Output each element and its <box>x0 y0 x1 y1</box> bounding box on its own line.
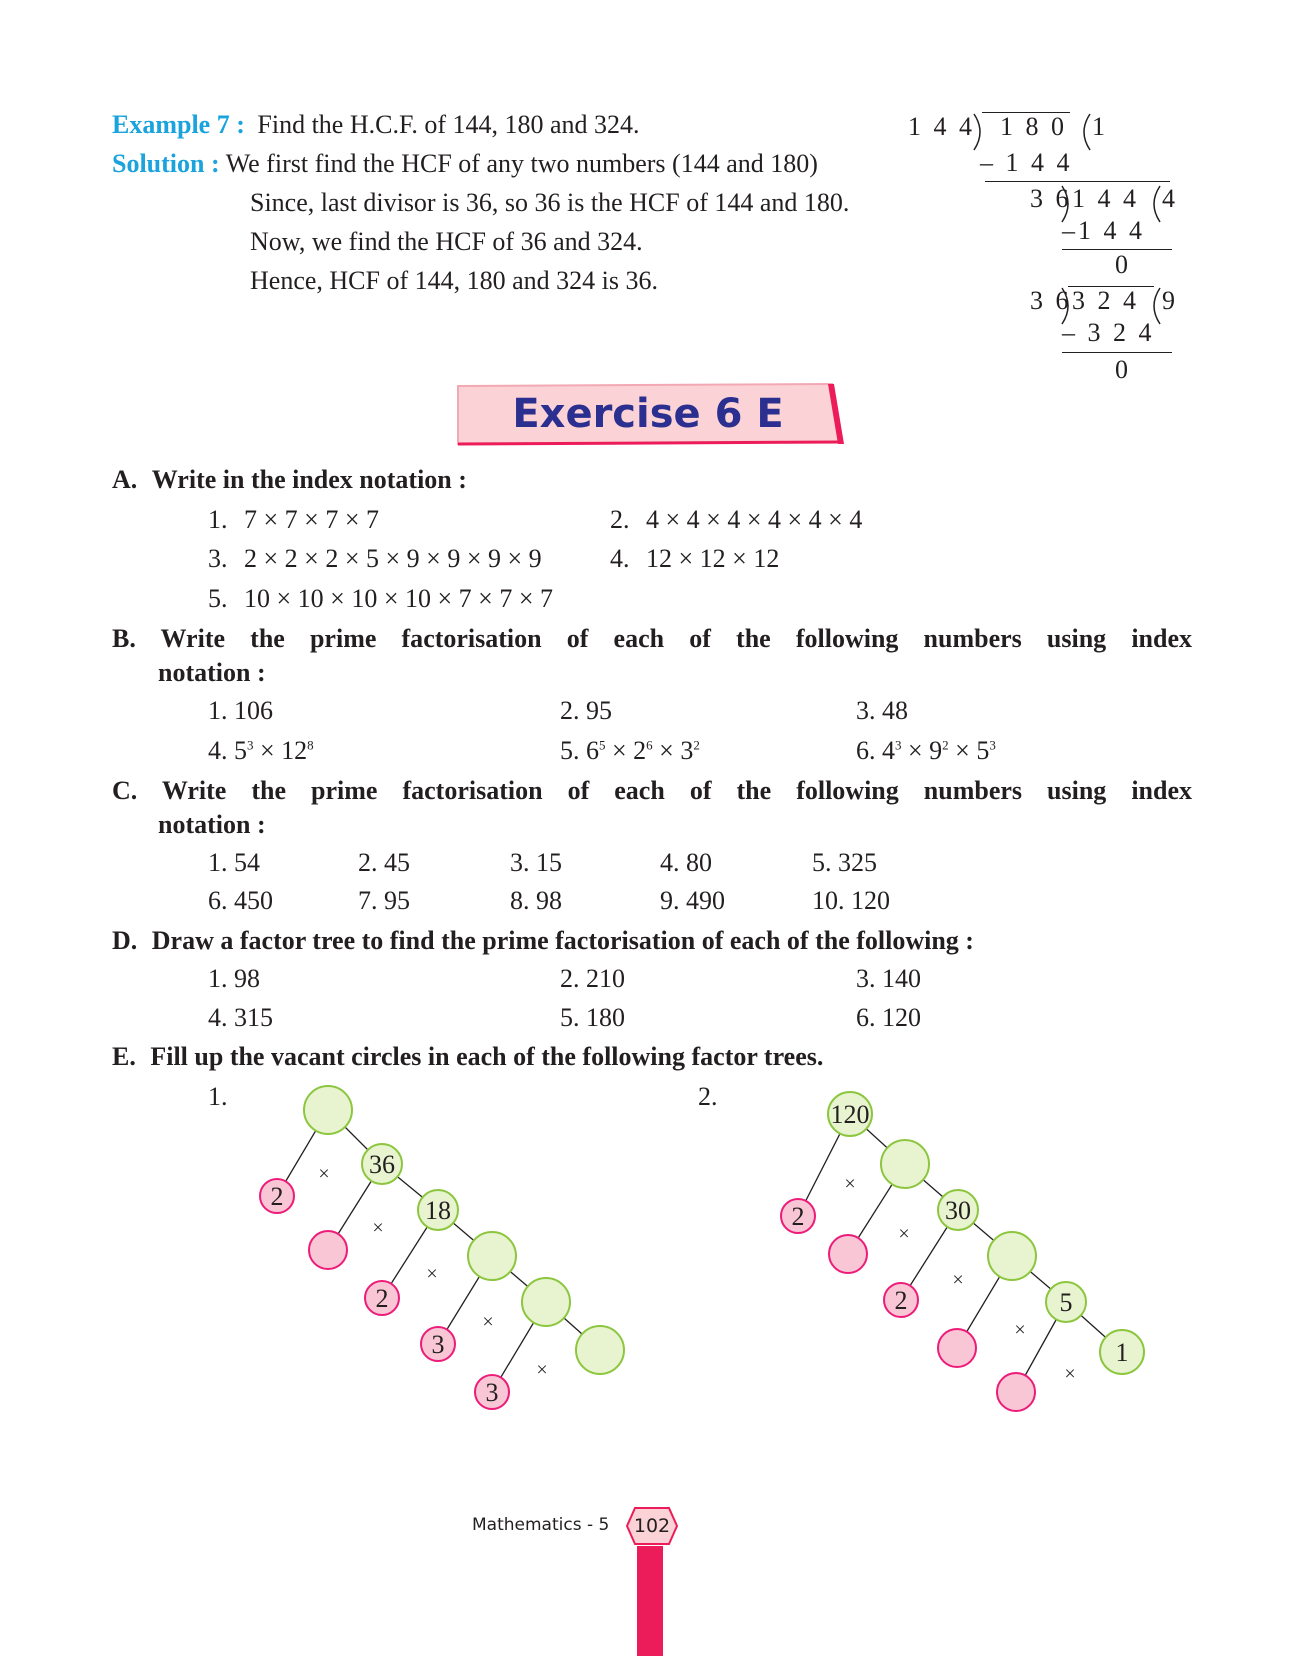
d1-bracket <box>972 112 986 152</box>
tree-2-node-120: 120 <box>830 1100 870 1129</box>
tree-1-node-18: 18 <box>425 1196 451 1225</box>
d1-underline <box>985 181 1170 182</box>
tree-2-node-1: 1 <box>1115 1338 1129 1367</box>
b-item-3: 3. 48 <box>856 696 908 725</box>
a-item-4 <box>610 544 779 574</box>
d2-quotient-bracket <box>1148 184 1162 224</box>
footer-bar <box>637 1546 663 1656</box>
c-item-5: 5. 325 <box>812 848 877 877</box>
b-item-6-base-1: 4 <box>882 736 895 765</box>
a-item-2-text: 4 × 4 × 4 × 4 × 4 × 4 <box>646 505 863 534</box>
d3-dividend: 3 2 4 <box>1072 286 1139 315</box>
tree-2-times-5: × <box>1064 1363 1076 1385</box>
tree-1-prime-3a: 3 <box>431 1330 445 1359</box>
c-item-1: 1. 54 <box>208 848 260 877</box>
c-item-9: 9. 490 <box>660 886 725 915</box>
b-item-5-num: 5. <box>560 736 580 765</box>
a-item-1-num: 1. <box>208 505 228 534</box>
section-a-heading <box>112 465 467 495</box>
section-c-heading <box>112 776 1192 806</box>
b-item-6-exp-3: 3 <box>989 737 996 753</box>
footer-book-title: Mathematics - 5 <box>472 1515 610 1535</box>
a-item-5-num: 5. <box>208 584 228 613</box>
section-b-title-2: notation : <box>158 658 266 687</box>
d1-quotient: 1 <box>1092 112 1108 141</box>
d2-subtract: –1 4 4 <box>1062 216 1145 245</box>
d2-divisor: 3 6 <box>1030 184 1072 213</box>
c-item-8: 8. 98 <box>510 886 562 915</box>
d2-quotient: 4 <box>1162 184 1178 213</box>
b-item-5-base-1: 6 <box>586 736 599 765</box>
tree-2-node-5: 5 <box>1059 1288 1073 1317</box>
tree-2-blank-circle-1[interactable] <box>881 1140 929 1188</box>
d-item-5: 5. 180 <box>560 1003 625 1032</box>
b-item-6: 6. $4^3 \times 9^2 \times 5^3$ <box>856 736 996 765</box>
b-item-6-num: 6. <box>856 736 876 765</box>
tree-2-times-3: × <box>952 1269 964 1291</box>
tree-1-node-36: 36 <box>369 1150 395 1179</box>
tree-1-blank-pink-circle[interactable] <box>309 1231 347 1269</box>
section-b-letter: B. <box>112 624 136 653</box>
tree-2-blank-pink-circle-2[interactable] <box>938 1329 976 1367</box>
b-item-4-base-2: 12 <box>281 736 308 765</box>
tree-1-root-circle[interactable] <box>304 1086 352 1134</box>
b-item-5-base-2: 2 <box>633 736 647 765</box>
tree-1-times-3: × <box>426 1263 438 1285</box>
d-item-3: 3. 140 <box>856 964 921 993</box>
section-e-title: Fill up the vacant circles in each of the following factor trees. <box>150 1042 824 1071</box>
tree-2-label: 2. <box>698 1082 718 1111</box>
section-b-title-1: Write the prime factorisation of each of the following numbers using index <box>160 624 1193 653</box>
tree-2-node-30: 30 <box>945 1196 971 1225</box>
d2-dividend: 1 4 4 <box>1072 184 1139 213</box>
d-item-2: 2. 210 <box>560 964 625 993</box>
b-item-5-exp-2: 6 <box>646 737 653 753</box>
section-d-letter: D. <box>112 926 138 955</box>
tree-2-times-1: × <box>844 1173 856 1195</box>
c-item-3: 3. 15 <box>510 848 562 877</box>
section-c-letter: C. <box>112 776 138 805</box>
tree-1-prime-2b: 2 <box>375 1284 389 1313</box>
d3-remainder: 0 <box>1115 355 1131 384</box>
section-d-heading <box>112 926 974 956</box>
d-item-1: 1. 98 <box>208 964 260 993</box>
factor-tree-2 <box>760 1080 1160 1430</box>
d-item-4: 4. 315 <box>208 1003 273 1032</box>
a-item-3-num: 3. <box>208 544 228 573</box>
d1-quotient-bracket <box>1078 112 1092 152</box>
section-e-heading <box>112 1042 823 1072</box>
c-item-6: 6. 450 <box>208 886 273 915</box>
d3-underline <box>1062 352 1172 353</box>
d3-subtract: – 3 2 4 <box>1062 318 1155 347</box>
d3-divisor: 3 6 <box>1030 286 1072 315</box>
example-label: Example 7 : <box>112 110 245 139</box>
b-item-4-num: 4. <box>208 736 228 765</box>
b-item-4-exp-1: 3 <box>247 737 254 753</box>
tree-1-times-1: × <box>318 1163 330 1185</box>
solution-label: Solution : <box>112 149 220 178</box>
a-item-1 <box>208 505 379 535</box>
section-c-title-2: notation : <box>158 810 266 839</box>
solution-row <box>112 149 818 179</box>
d1-divisor: 1 4 4 <box>908 112 975 141</box>
tree-1-label: 1. <box>208 1082 228 1111</box>
exercise-title: Exercise 6 E <box>512 391 784 437</box>
tree-1-times-4: × <box>482 1311 494 1333</box>
c-item-7: 7. 95 <box>358 886 410 915</box>
exercise-banner <box>452 382 844 446</box>
tree-1-times-5: × <box>536 1359 548 1381</box>
tree-2-blank-pink-circle-3[interactable] <box>997 1373 1035 1411</box>
b-item-5-exp-3: 2 <box>693 737 700 753</box>
tree-2-blank-pink-circle-1[interactable] <box>829 1235 867 1273</box>
c-item-4: 4. 80 <box>660 848 712 877</box>
tree-2-prime-2a: 2 <box>791 1202 805 1231</box>
a-item-3 <box>208 544 542 574</box>
d2-remainder: 0 <box>1115 250 1131 279</box>
a-item-4-num: 4. <box>610 544 630 573</box>
factor-tree-1 <box>240 1080 640 1430</box>
tree-2-prime-2b: 2 <box>894 1286 908 1315</box>
tree-1-blank-circle-1[interactable] <box>468 1232 516 1280</box>
tree-2-times-4: × <box>1014 1319 1026 1341</box>
b-item-4-base-1: 5 <box>234 736 247 765</box>
tree-1-times-2: × <box>372 1217 384 1239</box>
d1-dividend: 1 8 0 <box>1000 112 1067 141</box>
tree-2-times-2: × <box>898 1223 910 1245</box>
tree-1-prime-2a: 2 <box>270 1182 284 1211</box>
solution-line-4: Hence, HCF of 144, 180 and 324 is 36. <box>250 266 659 295</box>
b-item-6-exp-2: 2 <box>942 737 949 753</box>
a-item-1-text: 7 × 7 × 7 × 7 <box>244 505 379 534</box>
section-c-title-1: Write the prime factorisation of each of the following numbers using index <box>161 776 1193 805</box>
b-item-5-exp-1: 5 <box>599 737 606 753</box>
d-item-6: 6. 120 <box>856 1003 921 1032</box>
b-item-2: 2. 95 <box>560 696 612 725</box>
section-a-letter: A. <box>112 465 138 494</box>
c-item-2: 2. 45 <box>358 848 410 877</box>
tree-1-blank-circle-3[interactable] <box>576 1326 624 1374</box>
tree-1-blank-circle-2[interactable] <box>522 1278 570 1326</box>
section-b-heading <box>112 624 1192 654</box>
example-label-row <box>112 110 640 140</box>
tree-1-prime-3b: 3 <box>485 1378 499 1407</box>
example-question: Find the H.C.F. of 144, 180 and 324. <box>257 110 640 139</box>
a-item-2 <box>610 505 862 535</box>
d1-subtract: – 1 4 4 <box>980 148 1073 177</box>
solution-line-2: Since, last divisor is 36, so 36 is the HCF of 144 and 180. <box>250 188 850 217</box>
page-number: 102 <box>633 1515 671 1537</box>
b-item-5: 5. $6^5 \times 2^6 \times 3^2$ <box>560 736 700 765</box>
section-e-letter: E. <box>112 1042 136 1071</box>
b-item-6-exp-1: 3 <box>895 737 902 753</box>
a-item-4-text: 12 × 12 × 12 <box>646 544 780 573</box>
section-a-title: Write in the index notation : <box>151 465 467 494</box>
d3-quotient: 9 <box>1162 286 1178 315</box>
b-item-4-exp-2: 8 <box>307 737 314 753</box>
b-item-1: 1. 106 <box>208 696 273 725</box>
tree-2-blank-circle-2[interactable] <box>988 1232 1036 1280</box>
a-item-2-num: 2. <box>610 505 630 534</box>
solution-line-1: We first find the HCF of any two numbers (144 and 180) <box>225 149 818 178</box>
c-item-10: 10. 120 <box>812 886 890 915</box>
a-item-5 <box>208 584 553 614</box>
solution-line-3: Now, we find the HCF of 36 and 324. <box>250 227 643 256</box>
a-item-5-text: 10 × 10 × 10 × 10 × 7 × 7 × 7 <box>244 584 553 613</box>
b-item-6-base-2: 9 <box>929 736 943 765</box>
a-item-3-text: 2 × 2 × 2 × 5 × 9 × 9 × 9 × 9 <box>244 544 542 573</box>
b-item-5-base-3: 3 <box>680 736 694 765</box>
b-item-6-base-3: 5 <box>976 736 990 765</box>
b-item-4: 4. $5^3 \times 12^8$ <box>208 736 314 765</box>
section-d-title: Draw a factor tree to find the prime factorisation of each of the following : <box>151 926 974 955</box>
